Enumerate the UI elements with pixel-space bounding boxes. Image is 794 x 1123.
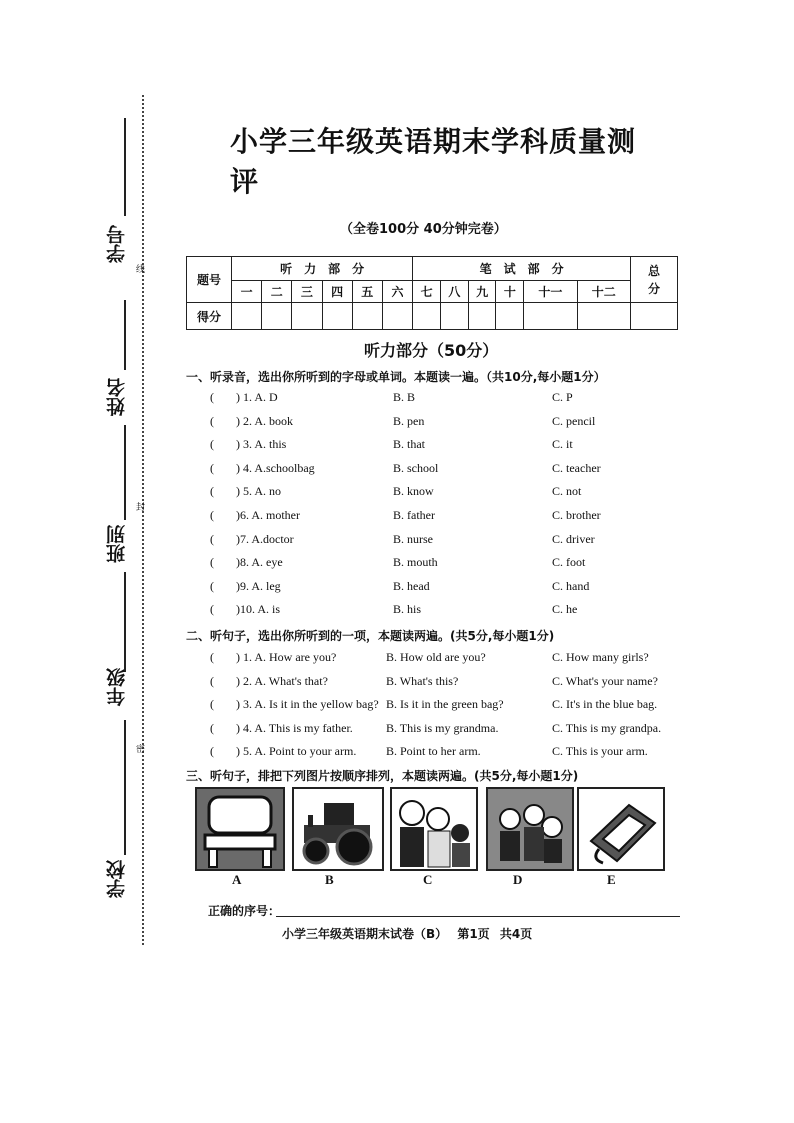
score-table <box>186 256 678 330</box>
picture-label-d: D <box>513 872 523 887</box>
picture-label-b: B <box>325 872 334 887</box>
picture-chair <box>195 787 285 871</box>
answer-paren[interactable]: ( <box>210 390 214 404</box>
option-a: ) 4. A. This is my father. <box>236 720 353 735</box>
option-b: B. know <box>393 484 434 499</box>
answer-paren[interactable]: ( <box>210 437 214 452</box>
binding-dotted-line <box>142 95 144 945</box>
school-line <box>124 720 126 855</box>
col-header: 十一 <box>524 281 577 303</box>
option-a: )8. A. eye <box>236 555 283 570</box>
school-label: 学校 <box>106 860 128 898</box>
option-a: ) 5. A. no <box>236 484 281 499</box>
option-a: ) 1. A. How are you? <box>236 650 337 664</box>
answer-paren[interactable]: ( <box>210 508 214 522</box>
col-header: 三 <box>292 281 322 303</box>
col-header: 十二 <box>577 281 630 303</box>
option-b: B. B <box>393 390 416 404</box>
part2-heading: 二、听句子，选出你所听到的一项，本题读两遍。(共5分,每小题1分) <box>186 629 555 643</box>
page-footer: 小学三年级英语期末试卷（B） 第1页 共4页 <box>282 927 533 941</box>
option-c: C. How many girls? <box>552 650 649 664</box>
option-c: C. pencil <box>552 413 596 428</box>
option-b: B. his <box>393 602 422 617</box>
col-header: 六 <box>382 281 412 303</box>
total-header: 总分 <box>631 257 678 303</box>
defen-cell: 得分 <box>187 303 232 330</box>
grade-label: 年级 <box>106 668 128 706</box>
option-c: C. What's your name? <box>552 673 658 688</box>
option-b: B. mouth <box>393 555 438 570</box>
picture-children <box>486 787 574 871</box>
listening-header: 听 力 部 分 <box>232 257 413 281</box>
name-label: 姓名 <box>106 378 128 416</box>
answer-paren[interactable]: ( <box>210 602 214 617</box>
score-cell[interactable] <box>262 303 292 330</box>
option-b: B. Point to her arm. <box>386 744 481 759</box>
seal-mark-feng: 封 <box>136 503 146 513</box>
col-header: 二 <box>262 281 292 303</box>
seal-mark-mi: 密 <box>136 745 146 755</box>
answer-paren[interactable]: ( <box>210 720 214 735</box>
option-a: ) 2. A. book <box>236 413 293 428</box>
option-b: B. Is it in the green bag? <box>386 697 504 712</box>
option-c: C. It's in the blue bag. <box>552 697 658 712</box>
option-c: C. This is my grandpa. <box>552 720 662 735</box>
option-b: B. pen <box>393 413 425 428</box>
picture-label-a: A <box>232 872 242 887</box>
total-score-cell[interactable] <box>631 303 678 330</box>
part1-heading: 一、听录音，选出你所听到的字母或单词。本题读一遍。（共10分,每小题1分） <box>186 370 606 384</box>
student-number-line <box>124 118 126 216</box>
option-b: B. father <box>393 508 435 522</box>
answer-paren[interactable]: ( <box>210 673 214 688</box>
option-a: )9. A. leg <box>236 578 281 593</box>
listening-section-title: 听力部分（50分） <box>364 341 499 360</box>
option-a: )6. A. mother <box>236 508 300 522</box>
option-b: B. How old are you? <box>386 650 486 664</box>
answer-label: 正确的序号： <box>208 904 281 918</box>
score-cell[interactable] <box>352 303 382 330</box>
option-b: B. that <box>393 437 425 452</box>
option-b: B. What's this? <box>386 673 459 688</box>
option-c: C. brother <box>552 508 601 522</box>
picture-family <box>390 787 478 871</box>
grade-line <box>124 572 126 672</box>
picture-label-e: E <box>607 872 616 887</box>
tihao-cell: 题号 <box>187 257 232 303</box>
picture-book <box>577 787 665 871</box>
option-a: ) 3. A. Is it in the yellow bag? <box>236 697 379 712</box>
class-line <box>124 425 126 520</box>
option-c: C. it <box>552 437 573 452</box>
col-header: 八 <box>440 281 468 303</box>
answer-paren[interactable]: ( <box>210 460 214 475</box>
col-header: 四 <box>322 281 352 303</box>
option-c: C. foot <box>552 555 586 570</box>
option-c: C. hand <box>552 578 590 593</box>
picture-label-c: C <box>423 872 433 887</box>
option-a: ) 3. A. this <box>236 437 287 452</box>
col-header: 七 <box>413 281 441 303</box>
option-c: C. P <box>552 390 573 404</box>
score-cell[interactable] <box>440 303 468 330</box>
col-header: 九 <box>468 281 496 303</box>
class-label: 班别 <box>106 525 128 563</box>
part3-heading: 三、听句子，排把下列图片按顺序排列，本题读两遍。(共5分,每小题1分) <box>186 769 579 783</box>
option-c: C. teacher <box>552 460 601 475</box>
option-a: ) 4. A.schoolbag <box>236 460 315 475</box>
option-a: )7. A.doctor <box>236 531 294 546</box>
option-a: ) 1. A. D <box>236 390 278 404</box>
score-cell[interactable] <box>292 303 322 330</box>
option-a: ) 5. A. Point to your arm. <box>236 744 357 759</box>
answer-paren[interactable]: ( <box>210 555 214 570</box>
writing-header: 笔 试 部 分 <box>413 257 631 281</box>
option-c: C. This is your arm. <box>552 744 648 759</box>
answer-paren[interactable]: ( <box>210 744 214 759</box>
option-b: B. This is my grandma. <box>386 720 499 735</box>
name-line <box>124 300 126 370</box>
exam-subtitle: （全卷100分 40分钟完卷） <box>340 222 507 237</box>
col-header: 一 <box>232 281 262 303</box>
score-cell[interactable] <box>468 303 496 330</box>
score-cell[interactable] <box>382 303 412 330</box>
seal-mark-xian: 线 <box>136 265 146 275</box>
answer-paren[interactable]: ( <box>210 578 214 593</box>
option-a: ) 2. A. What's that? <box>236 673 328 688</box>
answer-paren[interactable]: ( <box>210 413 214 428</box>
answer-line[interactable] <box>276 916 680 917</box>
score-cell[interactable] <box>232 303 262 330</box>
option-b: B. nurse <box>393 531 433 546</box>
exam-title: 小学三年级英语期末学科质量测评 <box>230 125 637 198</box>
option-c: C. not <box>552 484 582 499</box>
option-b: B. head <box>393 578 430 593</box>
answer-paren[interactable]: ( <box>210 697 214 712</box>
picture-tractor <box>292 787 384 871</box>
answer-paren[interactable]: ( <box>210 484 214 499</box>
col-header: 五 <box>352 281 382 303</box>
col-header: 十 <box>496 281 524 303</box>
student-number-label: 学号 <box>106 225 128 263</box>
score-cell[interactable] <box>413 303 441 330</box>
answer-paren[interactable]: ( <box>210 650 214 664</box>
score-cell[interactable] <box>496 303 524 330</box>
score-cell[interactable] <box>577 303 630 330</box>
score-cell[interactable] <box>322 303 352 330</box>
answer-paren[interactable]: ( <box>210 531 214 546</box>
option-c: C. he <box>552 602 578 617</box>
option-a: )10. A. is <box>236 602 281 617</box>
option-c: C. driver <box>552 531 595 546</box>
score-cell[interactable] <box>524 303 577 330</box>
option-b: B. school <box>393 460 439 475</box>
